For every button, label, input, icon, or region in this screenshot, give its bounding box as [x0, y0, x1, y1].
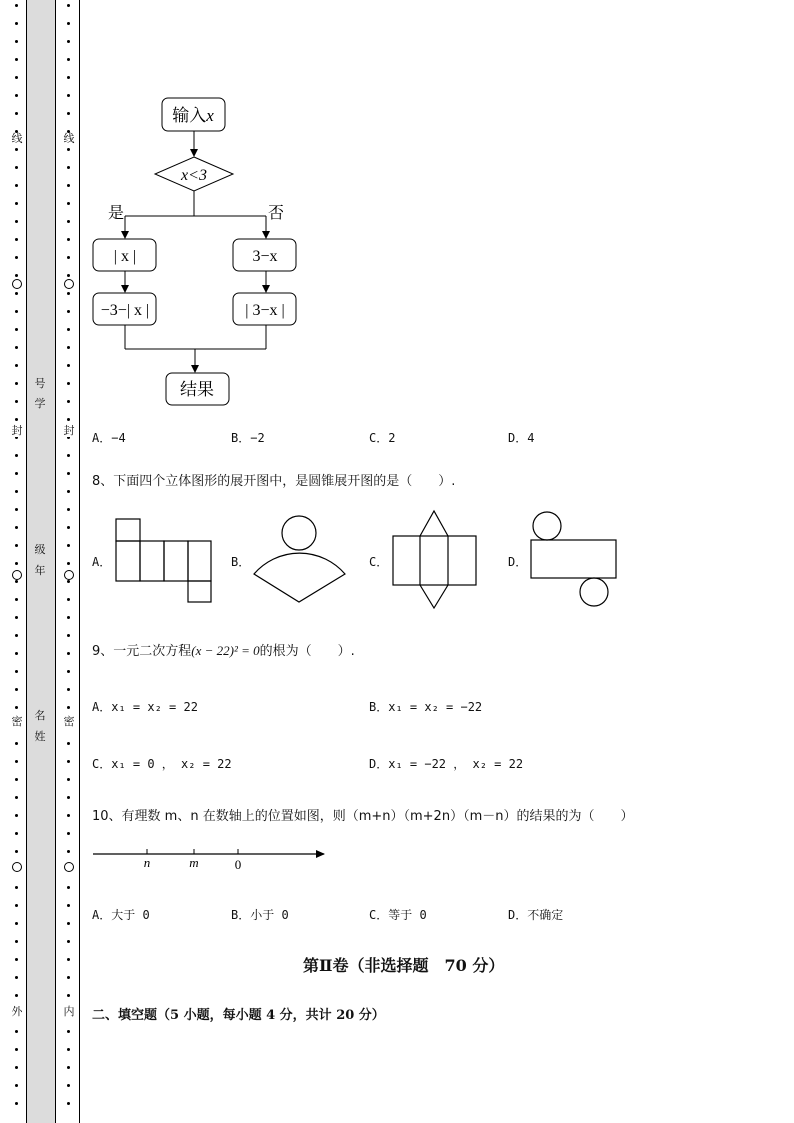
margin-dot [15, 328, 18, 331]
margin-dot [67, 1102, 70, 1105]
margin-dot [15, 886, 18, 889]
margin-dot [67, 382, 70, 385]
q8-option-d-label: D． [508, 555, 528, 569]
margin-circle [64, 570, 74, 580]
margin-dot [67, 814, 70, 817]
margin-dot [15, 382, 18, 385]
section-heading: 二、填空题（5 小题，每小题 4 分，共计 20 分） [92, 1008, 385, 1023]
part2-title: 第Ⅱ卷（非选择题 70 分） [303, 956, 505, 975]
margin-dot [15, 976, 18, 979]
margin-mark-right: 封 [63, 424, 75, 437]
margin-mark-left: 线 [11, 132, 23, 145]
binding-line [79, 0, 80, 1123]
margin-mark-right: 密 [63, 715, 75, 728]
q7-option-b: B．−2 [231, 431, 265, 445]
q7-option-a: A．−4 [92, 431, 126, 445]
margin-dot [67, 472, 70, 475]
margin-dot [67, 634, 70, 637]
margin-dot [67, 202, 70, 205]
margin-dot [15, 598, 18, 601]
margin-mark-right: 内 [63, 1005, 75, 1018]
dotted-line-right [64, 0, 74, 1123]
margin-dot [67, 670, 70, 673]
margin-dot [15, 184, 18, 187]
margin-dot [67, 220, 70, 223]
margin-dot [15, 472, 18, 475]
margin-dot [67, 886, 70, 889]
margin-dot [15, 220, 18, 223]
flow-result-text: 结果 [180, 380, 214, 399]
margin-dot [67, 742, 70, 745]
margin-dot [67, 580, 70, 583]
q9-option-d: D．x₁ = −22 ， x₂ = 22 [369, 757, 524, 771]
margin-dot [67, 490, 70, 493]
margin-dot [67, 652, 70, 655]
margin-dot [15, 544, 18, 547]
margin-dot [67, 544, 70, 547]
flow-no-label: 否 [267, 205, 285, 222]
margin-dot [15, 148, 18, 151]
margin-dot [67, 706, 70, 709]
margin-dot [67, 796, 70, 799]
margin-dot [15, 1048, 18, 1051]
margin-dot [67, 76, 70, 79]
q10-option-c: C．等于 0 [369, 908, 427, 922]
margin-dot [67, 994, 70, 997]
margin-dot [67, 1066, 70, 1069]
margin-mark-left: 密 [11, 715, 23, 728]
margin-dot [15, 670, 18, 673]
q8-figure-b [250, 512, 350, 607]
margin-dot [15, 994, 18, 997]
margin-dot [67, 94, 70, 97]
q8-figure-d [528, 508, 620, 610]
q10-question: 10、有理数 m、n 在数轴上的位置如图，则（m+n）（m+2n）（m－n）的结果的为（ ） [92, 809, 634, 824]
margin-dot [67, 256, 70, 259]
flow-condition-text: x<3 [181, 167, 207, 184]
flow-left2-text: −3−| x | [100, 302, 150, 319]
margin-dot [15, 652, 18, 655]
numberline-n: n [143, 855, 151, 870]
margin-dot [15, 166, 18, 169]
margin-dot [67, 598, 70, 601]
margin-dot [15, 346, 18, 349]
margin-mark-left: 外 [11, 1005, 23, 1018]
numberline-zero: 0 [234, 857, 242, 872]
margin-dot [15, 1066, 18, 1069]
margin-dot [15, 688, 18, 691]
flow-input-text: 输入x [172, 106, 214, 125]
margin-dot [67, 1030, 70, 1033]
student-id-label-1: 号 [34, 377, 46, 390]
margin-dot [67, 904, 70, 907]
margin-dot [15, 634, 18, 637]
flow-left1-text: | x | [113, 248, 137, 265]
margin-circle [12, 570, 22, 580]
margin-dot [67, 976, 70, 979]
q10-option-b: B．小于 0 [231, 908, 289, 922]
margin-dot [67, 22, 70, 25]
margin-dot [67, 940, 70, 943]
margin-dot [15, 58, 18, 61]
margin-dot [67, 58, 70, 61]
q8-option-a-label: A． [92, 555, 112, 569]
margin-dot [67, 364, 70, 367]
margin-dot [67, 148, 70, 151]
margin-dot [67, 760, 70, 763]
margin-dot [15, 310, 18, 313]
flow-right1-text: 3−x [252, 248, 278, 265]
margin-dot [15, 22, 18, 25]
margin-dot [67, 850, 70, 853]
margin-dot [67, 4, 70, 7]
margin-dot [15, 1084, 18, 1087]
margin-circle [12, 279, 22, 289]
margin-circle [12, 862, 22, 872]
margin-dot [67, 688, 70, 691]
q10-option-d: D．不确定 [508, 908, 564, 922]
margin-dot [15, 238, 18, 241]
margin-dot [15, 1030, 18, 1033]
margin-dot [67, 418, 70, 421]
margin-dot [15, 814, 18, 817]
margin-dot [15, 508, 18, 511]
q9-question: 9、一元二次方程(x − 22)² = 0的根为（ ）. [92, 643, 355, 659]
margin-dot [67, 238, 70, 241]
margin-dot [67, 328, 70, 331]
margin-dot [67, 40, 70, 43]
q9-option-a: A．x₁ = x₂ = 22 [92, 700, 198, 714]
margin-dot [67, 346, 70, 349]
margin-dot [67, 1084, 70, 1087]
margin-dot [15, 562, 18, 565]
margin-dot [67, 778, 70, 781]
margin-dot [15, 922, 18, 925]
q9-option-c: C．x₁ = 0 ， x₂ = 22 [92, 757, 232, 771]
q8-figure-c [390, 508, 480, 612]
margin-mark-left: 封 [11, 424, 23, 437]
q7-option-c: C．2 [369, 431, 396, 445]
margin-dot [15, 76, 18, 79]
margin-dot [67, 562, 70, 565]
name-label-2: 姓 [34, 730, 46, 743]
margin-dot [67, 958, 70, 961]
q10-option-a: A．大于 0 [92, 908, 150, 922]
margin-dot [15, 418, 18, 421]
margin-dot [15, 256, 18, 259]
margin-dot [15, 400, 18, 403]
margin-dot [15, 40, 18, 43]
margin-dot [67, 526, 70, 529]
margin-dot [15, 832, 18, 835]
margin-dot [15, 778, 18, 781]
margin-mark-right: 线 [63, 132, 75, 145]
margin-dot [67, 166, 70, 169]
margin-dot [67, 112, 70, 115]
margin-dot [15, 742, 18, 745]
margin-circle [64, 862, 74, 872]
margin-dot [15, 580, 18, 583]
q7-option-d: D．4 [508, 431, 535, 445]
margin-dot [67, 454, 70, 457]
q8-option-b-label: B． [231, 555, 251, 569]
margin-dot [15, 112, 18, 115]
q8-option-c-label: C． [369, 555, 389, 569]
margin-dot [67, 1048, 70, 1051]
margin-dot [15, 904, 18, 907]
margin-dot [15, 4, 18, 7]
q10-number-line [90, 840, 330, 876]
margin-circle [64, 279, 74, 289]
flow-right2-text: | 3−x | [245, 302, 285, 319]
margin-dot [15, 364, 18, 367]
margin-dot [67, 922, 70, 925]
margin-dot [67, 832, 70, 835]
margin-dot [15, 706, 18, 709]
margin-dot [15, 760, 18, 763]
margin-dot [15, 616, 18, 619]
margin-dot [15, 850, 18, 853]
margin-dot [15, 796, 18, 799]
margin-dot [67, 310, 70, 313]
margin-dot [15, 1102, 18, 1105]
margin-dot [15, 94, 18, 97]
margin-dot [67, 274, 70, 277]
margin-dot [15, 454, 18, 457]
q9-option-b: B．x₁ = x₂ = −22 [369, 700, 483, 714]
grade-label-2: 年 [34, 564, 46, 577]
q8-figure-a [112, 515, 216, 607]
margin-dot [67, 292, 70, 295]
margin-dot [67, 400, 70, 403]
margin-dot [15, 940, 18, 943]
margin-dot [15, 490, 18, 493]
margin-dot [67, 184, 70, 187]
q8-question: 8、下面四个立体图形的展开图中，是圆锥展开图的是（ ）. [92, 474, 456, 489]
margin-dot [15, 292, 18, 295]
margin-dot [15, 274, 18, 277]
flowchart [85, 90, 325, 415]
flow-yes-label: 是 [107, 205, 125, 222]
student-id-label-2: 学 [34, 397, 46, 410]
margin-dot [15, 202, 18, 205]
margin-dot [15, 958, 18, 961]
dotted-line-left [12, 0, 22, 1123]
margin-dot [15, 526, 18, 529]
margin-dot [67, 508, 70, 511]
name-label-1: 名 [34, 709, 46, 722]
grade-label-1: 级 [34, 543, 46, 556]
numberline-m: m [189, 855, 199, 870]
margin-dot [67, 616, 70, 619]
